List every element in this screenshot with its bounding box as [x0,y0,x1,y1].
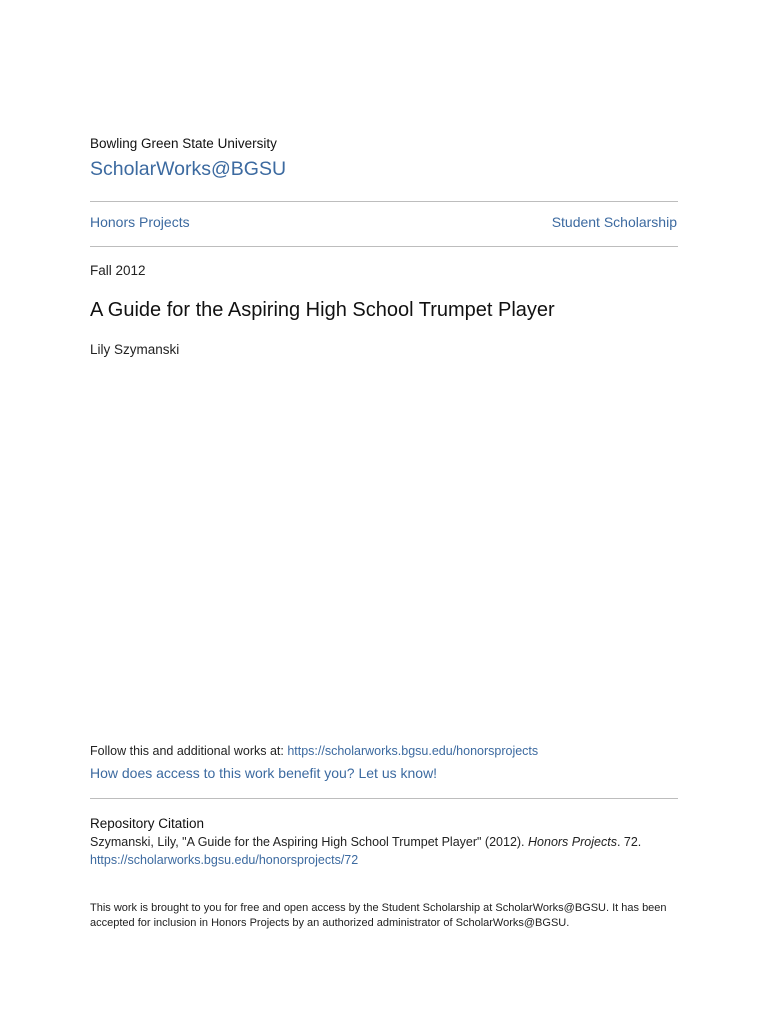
site-title-link[interactable]: ScholarWorks@BGSU [90,158,287,180]
honors-projects-link[interactable]: Honors Projects [90,214,190,230]
author-name: Lily Szymanski [90,342,180,357]
citation-series: Honors Projects [528,835,617,849]
citation-text [90,835,641,849]
follow-prefix: Follow this and additional works at: [90,744,288,758]
feedback-link[interactable]: How does access to this work benefit you? Let us know! [90,765,438,781]
follow-url-link[interactable]: https://scholarworks.bgsu.edu/honorsprojects [287,744,539,758]
citation-text-prefix: Szymanski, Lily, "A Guide for the Aspiring High School Trumpet Player" (2012). [90,835,529,849]
access-notice: This work is brought to you for free and open access by the Student Scholarship at ScholarWorks@BGSU. It has been accepted for inclusion in Honors Projects by an authorized administrator of ScholarWorks@BGSU. [90,902,667,929]
publication-date: Fall 2012 [90,263,146,278]
student-scholarship-link[interactable]: Student Scholarship [551,214,677,230]
citation-url-link[interactable]: https://scholarworks.bgsu.edu/honorsprojects/72 [90,853,359,867]
citation-text-suffix: . 72. [616,835,642,849]
divider [90,201,678,202]
document-title: A Guide for the Aspiring High School Trumpet Player [90,299,555,321]
divider [90,798,678,799]
citation-heading: Repository Citation [90,816,205,831]
university-name: Bowling Green State University [90,136,277,151]
divider [90,246,678,247]
follow-line [90,744,538,758]
